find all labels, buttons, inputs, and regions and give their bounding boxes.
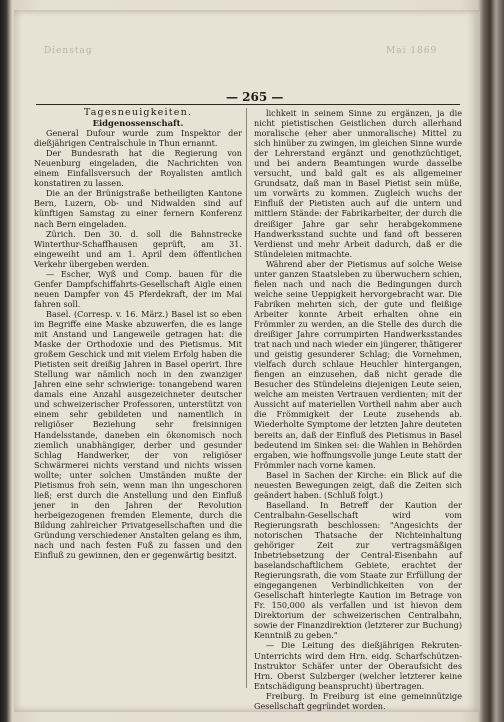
section-title: Tagesneuigkeiten. (83, 107, 193, 118)
news-paragraph: Der Bundesrath hat die Regierung von Neuenburg eingeladen, die Nachrichten von einem Einfallsversuch der Royalisten amtlich konstatiren zu lassen. (34, 148, 242, 189)
news-paragraph: lichkeit in seinem Sinne zu ergänzen, ja die nicht pietistischen Geistlichen durch allerhand moralische (eher aber unmoralische) Mittel zu sich hinüber zu zwingen, im gleichen Sinne wurde der Lehrerstand ergänzt und genothzüchtiget, und bei andern Beamtungen wurde dasselbe versucht, und bald galt es als allgemeiner Grundsatz, daß man in Basel Pietist sein müße, um vorwärts zu kommen. Zugleich wuchs der Einfluß der Pietisten auch auf die untern und mittlern Stände: der Fabrikarbeiter, der durch die dreißiger Jahre gar sehr herabgekommene Handwerksstand suchte und fand oft besseren Verdienst und mehr Arbeit dadurch, daß er die Stündeleien mitmachte. (254, 108, 462, 259)
news-paragraph: General Dufour wurde zum Inspektor der dießjährigen Centralschule in Thun ernannt. (34, 128, 242, 149)
right-column (254, 108, 462, 711)
header-rule (36, 104, 460, 105)
news-paragraph: Freiburg. In Freiburg ist eine gemeinnützige Gesellschaft gegründet worden. (254, 690, 462, 711)
news-paragraph: Während aber der Pietismus auf solche Weise unter ganzen Staatsleben zu überwuchern schien, fielen nach und nach die Bedingungen durch welche seine Ueppigkeit hervorgebracht war. Die Fabriken mehrten sich, der gute und fleißige Arbeiter konnte Arbeit erhalten ohne ein Frömmler zu werden, an die Stelle des durch die dreißiger Jahre corrumpirten Handwerksstandes trat nach und nach wieder ein jüngerer, thätigerer und geistig gesunderer Schlag; die Vornehmen, vielfach durch schlaue Heuchler hintergangen, fiengen an einzusehen, daß nicht gerade die Besucher des Stündeleins diejenigen Leute seien, welche am meisten Vertrauen verdienten; mit der Aussicht auf materiellen Vortheil nahm aber auch die Frömmigkeit der Leute zusehends ab. Wiederholte Symptome der letzten Jahre deuteten bereits an, daß der Einfluß des Pietismus in Basel bedeutend im Sinken sei: die Wahlen in Behörden ergaben, wie hoffnungsvolle junge Leute statt der Frömmler nach vorne kamen. (254, 258, 462, 470)
page-number: — 265 — (226, 90, 284, 104)
news-paragraph: Baselland. In Betreff der Kaution der Centralbahn-Gesellschaft wird vom Regierungsrath beschlossen: "Angesichts der notorischen Thatsache der Nichteinhaltung gehöriger Zeit zur vertragsmäßigen Inbetriebsetzung der Central-Eisenbahn auf baselandschaftlichem Gebiete, erachtet der Regierungsrath, die vom Staate zur Erfüllung der eingegangenen Verbindlichkeiten von der Gesellschaft hinterlegte Kaution im Betrage von Fr. 150,000 als verfallen und ist hievon dem Direktorium der schweizerischen Centralbahn, sowie der Finanzdirektion (letzterer zur Buchung) Kenntniß zu geben." (254, 499, 462, 641)
bleed-through-text-right: Mai 1869 (386, 46, 438, 56)
news-paragraph: — Die Leitung des dießjährigen Rekruten-Unterrichts wird dem Hrn. eidg. Scharfschützen-Instruktor Schäfer unter der Oberaufsicht des Hrn. Oberst Sulzberger (welcher letzterer keine Entschädigung beansprucht) übertragen. (254, 640, 462, 691)
column-divider (246, 108, 247, 688)
news-paragraph: Die an der Brünigstraße betheiligten Kantone Bern, Luzern, Ob- und Nidwalden sind auf künftigen Samstag zu einer fernern Konferenz nach Bern eingeladen. (34, 188, 242, 229)
news-paragraph: — Escher, Wyß und Comp. bauen für die Genfer Dampfschiffahrts-Gesellschaft Aigle einen neuen Dampfer von 45 Pferdekraft, der im Mai fahren soll. (34, 268, 242, 309)
news-paragraph: Basel. (Corresp. v. 16. März.) Basel ist so eben im Begriffe eine Maske abzuwerfen, die es lange mit Anstand und Langeweile getragen hat: die Maske der Orthodoxie und des Pietismus. Mit großem Geschick und mit vielem Erfolg haben die Pietisten seit dreißig Jahren in Basel operirt. Ihre Stellung war nämlich noch in den zwanziger Jahren eine sehr schwierige: tonangebend waren damals eine Anzahl ausgezeichneter deutscher und schweizerischer Professoren, unterstützt von einem sehr gebildeten und namentlich in religiöser Beziehung sehr freisinnigen Handelsstande, daneben ein ökonomisch noch ziemlich unabhängiger, derber und gesunder Schlag Handwerker, der von religiöser Schwärmerei nichts verstand und nichts wissen wollte; unter solchen Umständen mußte der Pietismus froh sein, wenn man ihn ungeschoren ließ; erst durch die Anstellung und den Einfluß jener in den Jahren der Revolution herbeigezogenen fremden Elemente, durch die Bildung zahlreicher Privatgesellschaften und die Gründung verschiedener Anstalten gelang es ihm, nach und nach festen Fuß zu fassen und den Einfluß zu gewinnen, den er gegenwärtig besitzt. (34, 308, 242, 561)
news-paragraph: Basel in Sachen der Kirche: ein Blick auf die neuesten Bewegungen zeigt, daß die Zeiten sich geändert haben. (Schluß folgt.) (254, 469, 462, 500)
bleed-through-text-left: Dienstag (44, 46, 93, 56)
subsection-title: Eidgenossenschaft. (92, 118, 184, 129)
news-paragraph: Zürich. Den 30. d. soll die Bahnstrecke Winterthur-Schaffhausen geprüft, am 31. eingeweiht und am 1. April dem öffentlichen Verkehr übergeben werden. (34, 228, 242, 269)
newspaper-page (14, 10, 480, 712)
left-column (34, 108, 242, 560)
